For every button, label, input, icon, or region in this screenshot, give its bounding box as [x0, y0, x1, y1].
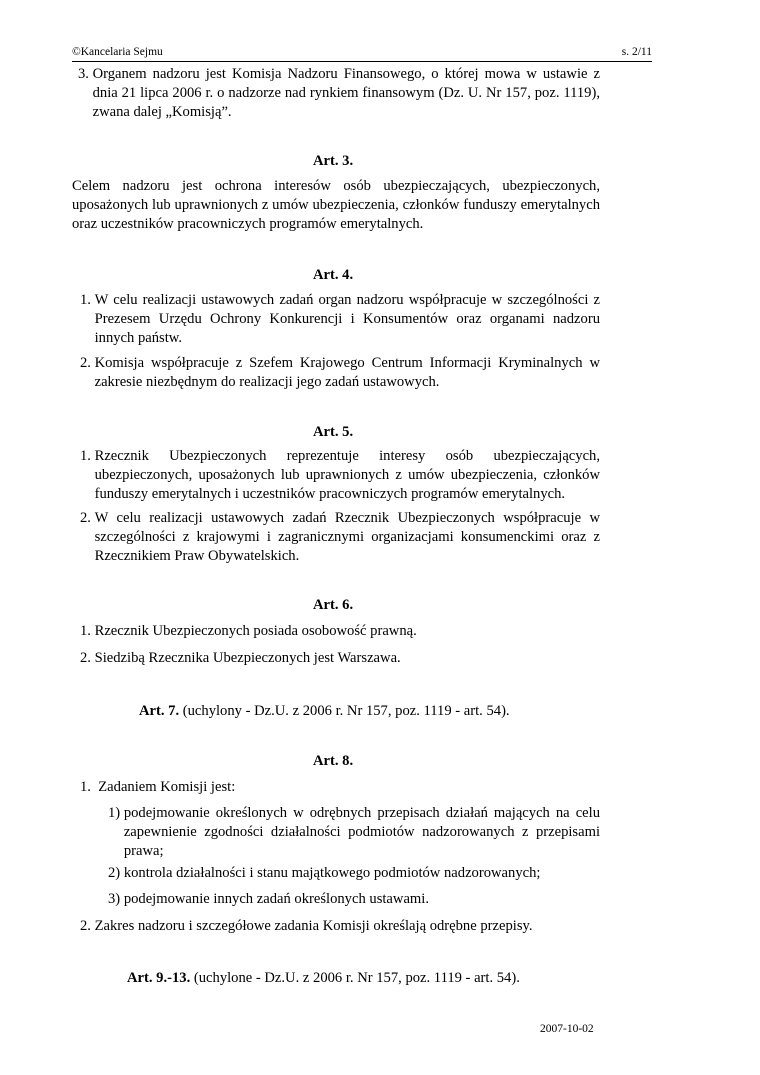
art8-point-3 [108, 890, 600, 909]
art3-title: Art. 3. [313, 153, 354, 169]
item-number: 1. [80, 448, 95, 464]
item-text: W celu realizacji ustawowych zadań Rzecznik Ubezpieczonych współpracuje w szczególności z krajowymi i zagranicznymi organizacjami konsumenckimi oraz z Rzecznikiem Praw Obywatelskich. [94, 510, 600, 564]
art8-item-2 [80, 917, 600, 936]
art7-text: (uchylony - Dz.U. z 2006 r. Nr 157, poz. 1119 - art. 54). [179, 703, 510, 719]
point-number: 2) [108, 865, 124, 881]
art6-item-2 [80, 649, 600, 668]
item-text: W celu realizacji ustawowych zadań organ nadzoru współpracuje w szczególności z Prezesem Urzędu Ochrony Konkurencji i Konsumentów oraz organami nadzoru innych państw. [94, 292, 600, 346]
art4-item-2 [80, 354, 600, 392]
art6-title: Art. 6. [313, 597, 354, 613]
art7-line [139, 702, 599, 721]
point-number: 1) [108, 805, 124, 821]
document-date: 2007-10-02 [540, 1023, 594, 1035]
item-text: Organem nadzoru jest Komisja Nadzoru Finansowego, o której mowa w ustawie z dnia 21 lipca 2006 r. o nadzorze nad rynkiem finansowym (Dz. U. Nr 157, poz. 1119), zwana dalej „Komisją”. [92, 66, 600, 120]
item-number: 1. [80, 623, 95, 639]
item-text: Zadaniem Komisji jest: [98, 779, 236, 795]
point-text: kontrola działalności i stanu majątkowego podmiotów nadzorowanych; [123, 865, 541, 881]
art8-point-1 [108, 804, 600, 861]
item-text: Rzecznik Ubezpieczonych reprezentuje interesy osób ubezpieczających, ubezpieczonych, uposażonych lub uprawnionych z umów ubezpieczenia, członków funduszy emerytalnych i uczestników pracowniczych programów emerytalnych. [94, 448, 600, 502]
art3-text: Celem nadzoru jest ochrona interesów osób ubezpieczających, ubezpieczonych, uposażonych lub uprawnionych z umów ubezpieczenia, członków funduszy emerytalnych oraz uczestników pracowniczych programów emerytalnych. [72, 178, 600, 232]
item-number: 1. [80, 779, 99, 795]
art7-title: Art. 7. [139, 703, 180, 719]
point-number: 3) [108, 891, 124, 907]
item-number: 2. [80, 510, 95, 526]
item-text: Zakres nadzoru i szczegółowe zadania Komisji określają odrębne przepisy. [94, 918, 533, 934]
item-number: 3. [78, 66, 93, 82]
item-number: 2. [80, 650, 95, 666]
art8-point-2 [108, 864, 600, 883]
item-text: Komisja współpracuje z Szefem Krajowego Centrum Informacji Kryminalnych w zakresie niezbędnym do realizacji jego zadań ustawowych. [94, 355, 600, 390]
header-source: ©Kancelaria Sejmu [72, 46, 163, 58]
item-text: Siedzibą Rzecznika Ubezpieczonych jest Warszawa. [94, 650, 401, 666]
art2-item-3 [78, 65, 600, 122]
item-number: 1. [80, 292, 95, 308]
art6-item-1 [80, 622, 600, 641]
point-text: podejmowanie innych zadań określonych ustawami. [123, 891, 429, 907]
art9-13-title: Art. 9.-13. [127, 970, 191, 986]
page-header [72, 45, 652, 62]
item-text: Rzecznik Ubezpieczonych posiada osobowość prawną. [94, 623, 417, 639]
art4-item-1 [80, 291, 600, 348]
art8-item-1 [80, 778, 600, 797]
art9-13-line [127, 969, 599, 988]
art5-item-1 [80, 447, 600, 504]
item-number: 2. [80, 918, 95, 934]
art4-title: Art. 4. [313, 267, 354, 283]
art9-13-text: (uchylone - Dz.U. z 2006 r. Nr 157, poz. 1119 - art. 54). [190, 970, 520, 986]
item-number: 2. [80, 355, 95, 371]
art5-title: Art. 5. [313, 424, 354, 440]
point-text: podejmowanie określonych w odrębnych przepisach działań mających na celu zapewnienie zgodności działalności podmiotów nadzorowanych z przepisami prawa; [123, 805, 600, 859]
art5-item-2 [80, 509, 600, 566]
page-number: s. 2/11 [621, 46, 652, 58]
art8-title: Art. 8. [313, 753, 354, 769]
